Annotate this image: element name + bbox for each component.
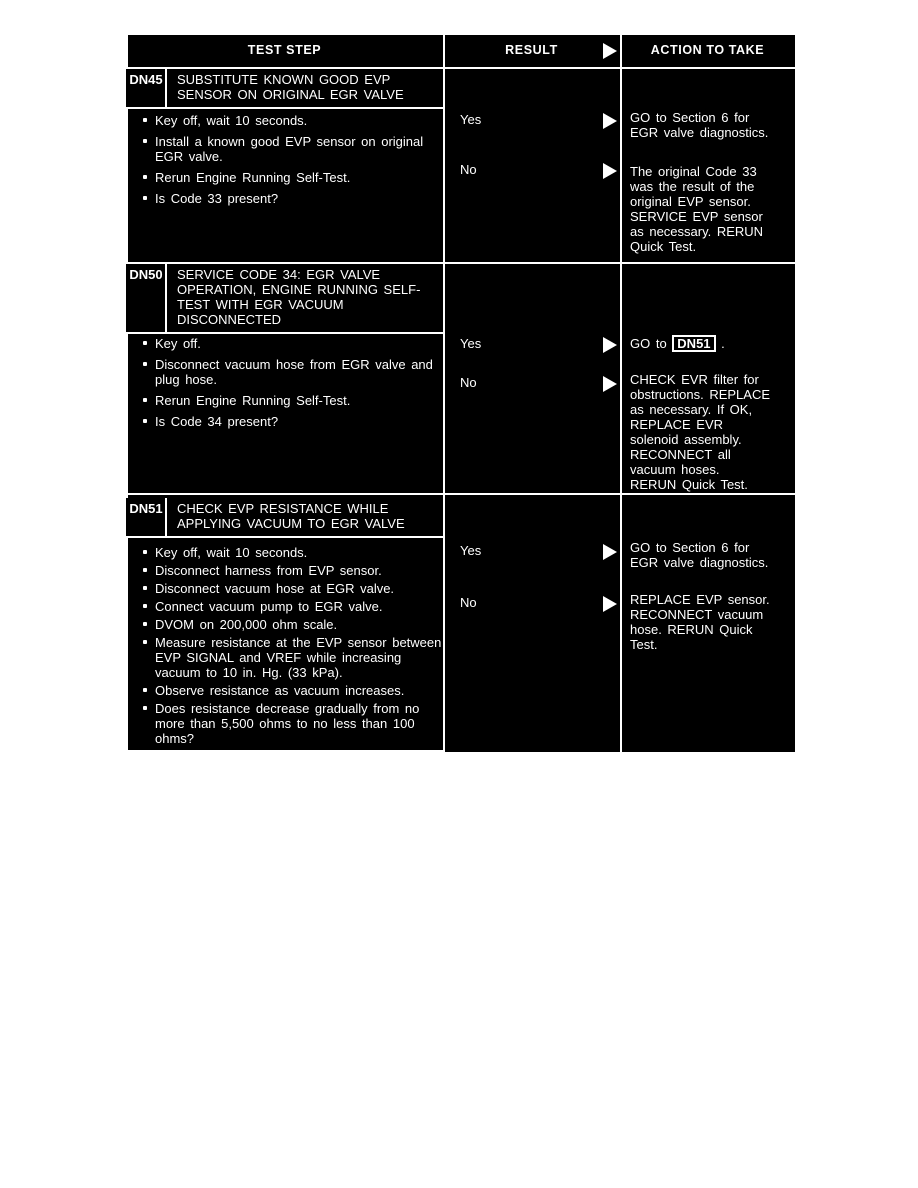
section-title-box bbox=[126, 69, 443, 109]
step-title-line: CHECK EVP RESISTANCE WHILE bbox=[177, 501, 389, 516]
result-no-label: No bbox=[460, 162, 477, 177]
step-title bbox=[167, 69, 408, 107]
action-no-text: CHECK EVR filter for obstructions. REPLACE as necessary. If OK, REPLACE EVR solenoid assembly. RECONNECT all vacuum hoses. RERUN Quick Test. bbox=[630, 372, 771, 492]
action-yes-text: GO to Section 6 for EGR valve diagnostics. bbox=[630, 540, 769, 570]
step-id-badge: DN50 bbox=[126, 264, 167, 332]
test-step-item: Disconnect harness from EVP sensor. bbox=[142, 563, 442, 578]
step-title-line: DISCONNECTED bbox=[177, 312, 282, 327]
test-step-item: Key off, wait 10 seconds. bbox=[142, 545, 442, 560]
step-title-line: TEST WITH EGR VACUUM bbox=[177, 297, 344, 312]
result-yes-label: Yes bbox=[460, 336, 482, 351]
section-title-box bbox=[126, 264, 443, 334]
test-step-item: Is Code 34 present? bbox=[142, 414, 442, 429]
result-arrow-icon bbox=[603, 163, 617, 179]
step-title-line: OPERATION, ENGINE RUNNING SELF- bbox=[177, 282, 421, 297]
test-step-item: Does resistance decrease gradually from no more than 5,500 ohms to no less than 100 ohms? bbox=[142, 701, 442, 746]
test-step-item: Disconnect vacuum hose from EGR valve and plug hose. bbox=[142, 357, 442, 387]
result-arrow-icon bbox=[603, 376, 617, 392]
step-title-line: SENSOR ON ORIGINAL EGR VALVE bbox=[177, 87, 404, 102]
step-title bbox=[167, 498, 409, 536]
test-step-item: Install a known good EVP sensor on original EGR valve. bbox=[142, 134, 442, 164]
section-dn51 bbox=[126, 495, 795, 750]
test-step-item: Connect vacuum pump to EGR valve. bbox=[142, 599, 442, 614]
section-dn50 bbox=[126, 264, 795, 493]
test-step-item: Measure resistance at the EVP sensor between EVP SIGNAL and VREF while increasing vacuum to 10 in. Hg. (33 kPa). bbox=[142, 635, 442, 680]
result-yes-label: Yes bbox=[460, 543, 482, 558]
test-step-item: Is Code 33 present? bbox=[142, 191, 442, 206]
step-title-line: SUBSTITUTE KNOWN GOOD EVP bbox=[177, 72, 391, 87]
test-step-item: Observe resistance as vacuum increases. bbox=[142, 683, 442, 698]
test-step-item: Key off, wait 10 seconds. bbox=[142, 113, 442, 128]
action-text-prefix: GO to bbox=[630, 336, 673, 351]
action-text-suffix: . bbox=[715, 336, 725, 351]
result-arrow-icon bbox=[603, 596, 617, 612]
test-step-item: Key off. bbox=[142, 336, 442, 351]
result-no-label: No bbox=[460, 375, 477, 390]
test-step-list bbox=[142, 545, 442, 749]
result-arrow-icon bbox=[603, 337, 617, 353]
action-no-text: REPLACE EVP sensor. RECONNECT vacuum hose. RERUN Quick Test. bbox=[630, 592, 770, 652]
table-bottom-rule bbox=[126, 750, 443, 752]
header-test-step: TEST STEP bbox=[247, 43, 322, 57]
dn51-reference-box: DN51 bbox=[672, 335, 715, 352]
test-step-item: Disconnect vacuum hose at EGR valve. bbox=[142, 581, 442, 596]
header-action-to-take: ACTION TO TAKE bbox=[650, 43, 765, 57]
step-id-badge: DN45 bbox=[126, 69, 167, 107]
test-step-item: Rerun Engine Running Self-Test. bbox=[142, 170, 442, 185]
test-step-item: Rerun Engine Running Self-Test. bbox=[142, 393, 442, 408]
test-step-item: DVOM on 200,000 ohm scale. bbox=[142, 617, 442, 632]
result-arrow-icon bbox=[603, 544, 617, 560]
action-yes-text bbox=[630, 335, 770, 352]
step-title-line: APPLYING VACUUM TO EGR VALVE bbox=[177, 516, 405, 531]
test-step-list bbox=[142, 113, 442, 212]
result-no-label: No bbox=[460, 595, 477, 610]
action-yes-text: GO to Section 6 for EGR valve diagnostics. bbox=[630, 110, 769, 140]
step-id-badge: DN51 bbox=[126, 498, 167, 536]
test-step-list bbox=[142, 336, 442, 435]
step-title-line: SERVICE CODE 34: EGR VALVE bbox=[177, 267, 381, 282]
result-arrow-icon bbox=[603, 43, 617, 59]
section-dn45 bbox=[126, 69, 795, 262]
section-title-box bbox=[126, 498, 443, 538]
diagnostic-table bbox=[126, 33, 795, 752]
header-result: RESULT bbox=[505, 43, 558, 57]
step-title bbox=[167, 264, 424, 332]
table-header-row bbox=[126, 33, 795, 67]
action-no-text: The original Code 33 was the result of the original EVP sensor. SERVICE EVP sensor as necessary. RERUN Quick Test. bbox=[630, 164, 764, 254]
result-arrow-icon bbox=[603, 113, 617, 129]
result-yes-label: Yes bbox=[460, 112, 482, 127]
